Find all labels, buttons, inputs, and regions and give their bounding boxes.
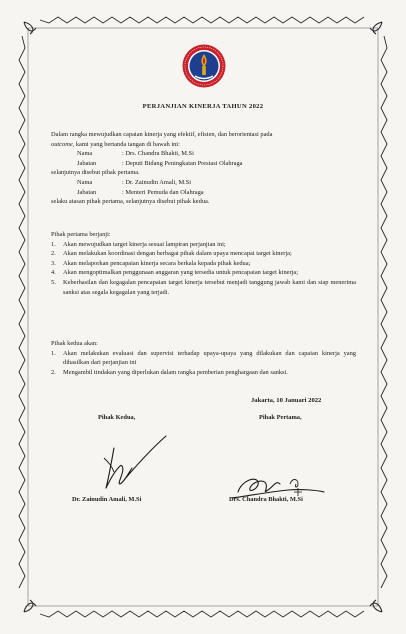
party2-name-label: Nama (77, 178, 93, 186)
second-party-item-number: 1. (51, 349, 56, 357)
document-title: PERJANJIAN KINERJA TAHUN 2022 (142, 103, 264, 110)
left-signatory-name: Dr. Zainudin Amali, M.Si (72, 496, 142, 503)
intro-text: Dalam rangka mewujudkan capaian kinerja yang efektif, efisien, dan berorientasi pada (51, 131, 273, 138)
first-party-item-text: Akan mengoptimalkan penggunaan anggaran yang tersedia untuk pencapaian target kinerja; (63, 269, 299, 277)
first-party-item-text: Akan melakukan koordinasi dengan berbagai pihak dalam upaya mencapai target kinerja; (63, 250, 292, 258)
party1-name-row (51, 149, 356, 159)
party1-name-value: : Drs. Chandra Bhakti, M.Si (122, 150, 194, 158)
intro-section (51, 130, 356, 207)
second-party-item (51, 368, 356, 378)
party2-note: selaku atasan pihak pertama, selanjutnya disebut pihak kedua. (51, 198, 210, 206)
party2-position-value: : Menteri Pemuda dan Olahraga (122, 188, 204, 196)
first-party-item (51, 240, 356, 250)
party2-position-row (51, 188, 356, 198)
first-party-list (51, 240, 356, 298)
second-party-item-number: 2. (51, 368, 56, 376)
left-signatory-title: Pihak Kedua, (98, 414, 136, 421)
first-party-item (51, 249, 356, 259)
party2-position-label: Jabatan (77, 188, 97, 196)
first-party-item-number: 2. (51, 250, 56, 258)
first-party-item-number: 1. (51, 240, 56, 248)
intro-emphasis: outcome (51, 140, 73, 148)
party1-position-row (51, 159, 356, 169)
ministry-logo-icon (181, 43, 227, 89)
second-party-item (51, 349, 356, 368)
right-signatory-title: Pihak Pertama, (259, 414, 302, 421)
second-party-list (51, 349, 356, 378)
first-party-item-number: 4. (51, 269, 56, 277)
party1-name-label: Nama (77, 150, 93, 158)
party2-name-row (51, 178, 356, 188)
intro-rest: , kami yang bertanda tangan di bawah ini: (72, 140, 180, 148)
second-party-section (51, 339, 356, 377)
party1-position-value: : Deputi Bidang Peningkatan Prestasi Olahraga (122, 159, 243, 167)
right-signatory-name: Drs. Chandra Bhakti, M.Si (229, 496, 303, 503)
first-party-item (51, 278, 356, 297)
party1-note: selanjutnya disebut pihak pertama. (51, 169, 140, 177)
first-party-item (51, 259, 356, 269)
party1-position-label: Jabatan (77, 159, 97, 167)
signing-date: Jakarta, 10 Januari 2022 (251, 397, 322, 404)
first-party-item-text: Keberhasilan dan kegagalan pencapaian target kinerja tersebut menjadi tanggung jawab kami dan siap menerima sanksi atas segala kegagalan yang terjadi. (63, 278, 356, 296)
first-party-item-text: Akan mewujudkan target kinerja sesuai lampiran perjanjian ini; (63, 240, 226, 248)
first-party-heading: Pihak pertama berjanji: (51, 231, 111, 238)
second-party-heading: Pihak kedua akan: (51, 340, 98, 347)
second-party-item-text: Mengambil tindakan yang diperlukan dalam rangka pemberian penghargaan dan sanksi. (63, 368, 288, 376)
party2-name-value: : Dr. Zainudin Amali, M.Si (122, 178, 192, 186)
first-party-item (51, 268, 356, 278)
left-signature-icon (84, 428, 168, 498)
intro-paragraph (51, 130, 356, 149)
first-party-item-number: 5. (51, 278, 56, 286)
first-party-item-text: Akan melaporkan pencapaian kinerja secara berkala kepada pihak kedua; (63, 259, 251, 267)
second-party-item-text: Akan melakukan evaluasi dan supervisi terhadap upaya-upaya yang dilakukan dan capaian kinerja yang dihasilkan dari perjanjian ini (63, 349, 356, 367)
first-party-item-number: 3. (51, 259, 56, 267)
first-party-section (51, 230, 356, 297)
